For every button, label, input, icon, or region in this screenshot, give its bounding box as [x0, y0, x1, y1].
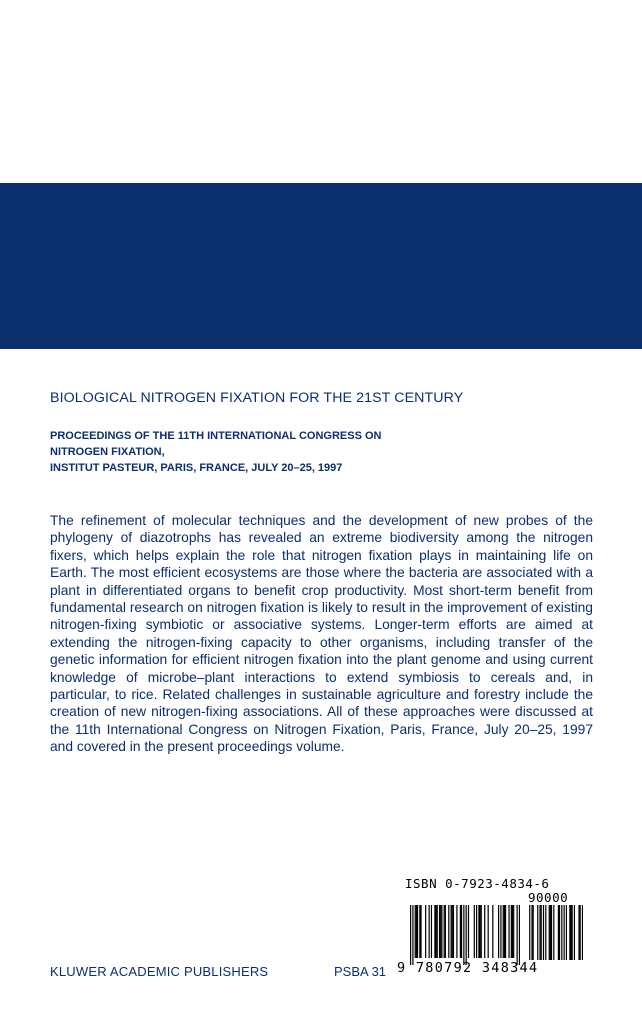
addon-bar	[539, 905, 540, 960]
barcode-bar	[410, 905, 411, 965]
barcode-bar	[484, 905, 485, 958]
addon-bar	[550, 905, 551, 960]
barcode-bar	[500, 905, 501, 958]
addon-bar	[578, 905, 579, 960]
addon-bar	[531, 905, 532, 960]
proceedings-line: NITROGEN FIXATION,	[50, 446, 165, 458]
series-code: PSBA 31	[334, 964, 387, 979]
addon-bar	[564, 905, 565, 960]
barcode-bar	[466, 905, 467, 965]
proceedings-line: INSTITUT PASTEUR, PARIS, FRANCE, JULY 20–25, 1997	[50, 462, 343, 474]
book-abstract: The refinement of molecular techniques and the development of new probes of the phylogeny of diazotrophs has revealed an extreme biodiversity among the nitrogen fixers, which helps explain the role that nitrogen fixation plays in maintaining life on Earth. The most efficient ecosystems are those where the bacteria are associated with a plant in differentiated organs to benefit crop productivity. Most short-term benefit from fundamental research on nitrogen fixation is likely to result in the improvement of existing nitrogen-fixing symbiotic or associative systems. Longer-term efforts are aimed at extending the nitrogen-fixing capacity to other organisms, including transfer of the genetic information for efficient nitrogen fixation into the plant genome and using current knowledge of microbe–plant interactions to extend symbiosis to cereals and, in particular, to rice. Related challenges in sustainable agriculture and forestry include the creation of new nitrogen-fixing associations. All of these approaches were discussed at the 11th International Congress on Nitrogen Fixation, Paris, France, July 20–25, 1997 and covered in the present proceedings volume.	[50, 513, 593, 755]
barcode-bar	[429, 905, 430, 958]
barcode-bar	[519, 905, 520, 965]
barcode-bar	[503, 905, 504, 958]
barcode-bar	[456, 905, 457, 958]
barcode-bar	[437, 905, 438, 958]
barcode-bar	[431, 905, 432, 958]
barcode-bar	[425, 905, 426, 958]
barcode-bar	[478, 905, 479, 958]
book-title: BIOLOGICAL NITROGEN FIXATION FOR THE 21ST CENTURY	[50, 390, 464, 406]
barcode-bar	[412, 905, 413, 965]
barcode-bar	[441, 905, 442, 958]
addon-bar	[541, 905, 542, 960]
addon-bar	[537, 905, 538, 960]
barcode-bar	[451, 905, 452, 958]
addon-bar	[545, 905, 546, 960]
publisher-name: KLUWER ACADEMIC PUBLISHERS	[50, 964, 269, 979]
addon-bar	[580, 905, 581, 960]
barcode-bar	[420, 905, 421, 958]
addon-bar	[582, 905, 583, 960]
addon-bar	[574, 905, 575, 960]
barcode-bar	[444, 905, 445, 958]
barcode-bar	[453, 905, 454, 958]
barcode-bar	[504, 905, 505, 958]
barcode-bar	[505, 905, 506, 958]
price-addon-digits: 90000	[528, 890, 569, 905]
addon-bar	[559, 905, 560, 960]
isbn-label: ISBN 0-7923-4834-6	[405, 876, 550, 891]
barcode-bar	[440, 905, 441, 958]
barcode-bar	[511, 905, 512, 958]
addon-bar	[529, 905, 530, 960]
barcode-bar	[512, 905, 513, 958]
addon-bar	[570, 905, 571, 960]
barcode-bar	[513, 905, 514, 958]
barcode-bar	[417, 905, 418, 958]
barcode-bar	[468, 905, 469, 958]
addon-bar	[551, 905, 552, 960]
addon-bar	[553, 905, 554, 960]
addon-bar	[569, 905, 570, 960]
barcode-bar	[474, 905, 475, 958]
barcode-bar	[517, 905, 518, 965]
proceedings-line: PROCEEDINGS OF THE 11TH INTERNATIONAL CONGRESS ON	[50, 430, 382, 442]
barcode-bar	[481, 905, 482, 958]
barcode-bar	[492, 905, 493, 958]
addon-bar	[549, 905, 550, 960]
barcode-bar	[452, 905, 453, 958]
barcode-bar	[434, 905, 435, 958]
addon-bar	[572, 905, 573, 960]
barcode-bar	[498, 905, 499, 958]
barcode-bar	[415, 905, 416, 958]
barcode-bar	[445, 905, 446, 958]
barcode-bar	[461, 905, 462, 958]
proceedings-info	[50, 428, 610, 476]
addon-bar	[561, 905, 562, 960]
ean-barcode	[410, 905, 520, 965]
addon-bar	[543, 905, 544, 960]
barcode-bar	[460, 905, 461, 958]
addon-bar	[558, 905, 559, 960]
barcode-bar	[439, 905, 440, 958]
barcode-bar	[479, 905, 480, 958]
barcode-bar	[488, 905, 489, 958]
barcode-bar	[508, 905, 509, 958]
addon-bar	[533, 905, 534, 960]
barcode-bar	[476, 905, 477, 958]
barcode-bar	[463, 905, 464, 965]
barcode-bar	[435, 905, 436, 958]
barcode-digits: 9 780792 348344	[397, 960, 539, 976]
price-addon-barcode	[528, 905, 583, 960]
barcode-bar	[419, 905, 420, 958]
barcode-bar	[416, 905, 417, 958]
cover-color-band	[0, 183, 642, 349]
barcode-bar	[448, 905, 449, 958]
addon-bar	[566, 905, 567, 960]
